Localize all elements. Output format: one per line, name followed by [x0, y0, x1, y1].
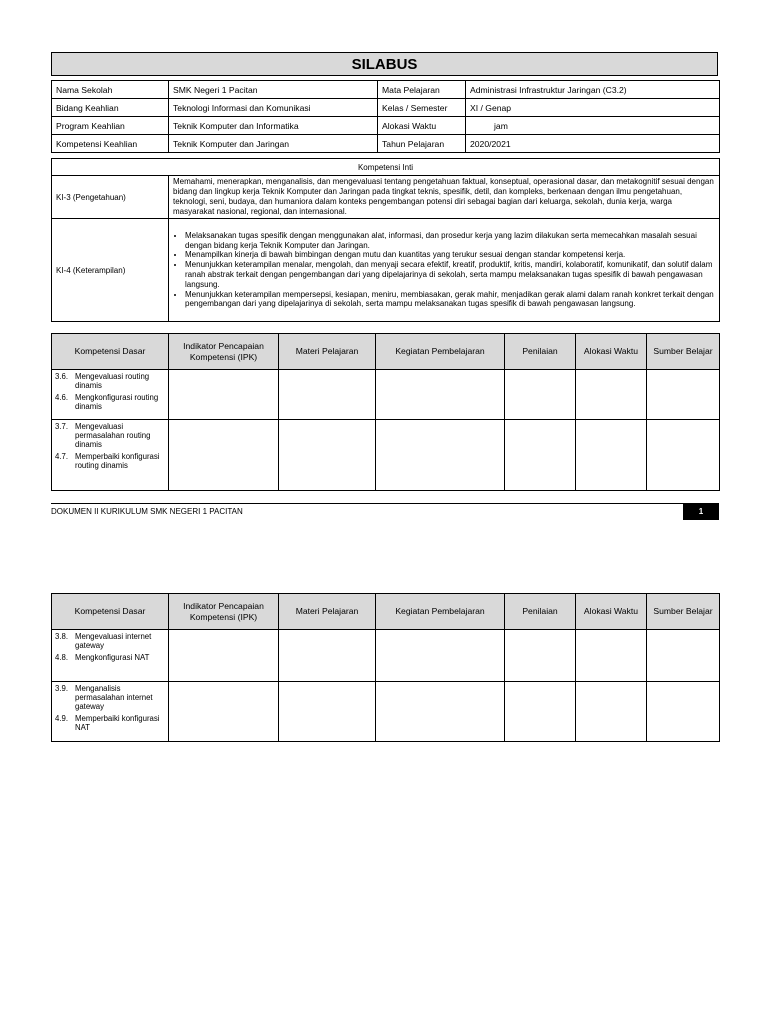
info-value: 2020/2021	[466, 135, 720, 153]
kd-text: Memperbaiki konfigurasi routing dinamis	[75, 452, 160, 470]
table-row	[52, 370, 720, 420]
table-header-row	[52, 334, 720, 370]
kd-item	[55, 653, 165, 662]
info-label: Mata Pelajaran	[378, 81, 466, 99]
kd-item	[55, 632, 165, 650]
col-header: Penilaian	[505, 334, 576, 370]
info-value: XI / Genap	[466, 99, 720, 117]
kd-number: 3.9.	[55, 684, 69, 693]
info-table	[51, 80, 720, 153]
kd-text: Menganalisis permasalahan internet gateway	[75, 684, 153, 711]
empty-cell	[279, 420, 376, 491]
kd-text: Mengkonfigurasi routing dinamis	[75, 393, 159, 411]
empty-cell	[169, 370, 279, 420]
ki3-text: Memahami, menerapkan, menganalisis, dan mengevaluasi tentang pengetahuan faktual, konseptual, operasional dasar, dan metakognitif sesuai dengan bidang dan lingkup kerja Teknik Komputer dan Jaringan pada tingkat teknis, spesifik, detil, dan kompleks, berkenaan dengan ilmu pengetahuan, teknologi, seni, budaya, dan humaniora dalam konteks pengembangan potensi diri sebagai bagian dari keluarga, sekolah, dunia kerja, warga masyarakat nasional, regional, dan internasional.	[169, 176, 720, 219]
kd-item	[55, 452, 165, 470]
info-value: jam	[466, 117, 720, 135]
info-row	[52, 99, 720, 117]
empty-cell	[169, 630, 279, 682]
ki4-item: • Melaksanakan tugas spesifik dengan menggunakan alat, informasi, dan prosedur kerja yang lazim dilakukan serta memecahkan masalah sesuai dengan bidang kerja Teknik Komputer dan Jaringan.	[185, 231, 715, 251]
col-header: Sumber Belajar	[647, 334, 720, 370]
kd-item	[55, 714, 165, 732]
kd-item	[55, 372, 165, 390]
empty-cell	[647, 682, 720, 742]
empty-cell	[376, 630, 505, 682]
info-value: Teknik Komputer dan Informatika	[169, 117, 378, 135]
kd-item	[55, 684, 165, 711]
kd-cell	[52, 630, 169, 682]
ki-header: Kompetensi Inti	[52, 159, 720, 176]
info-row	[52, 135, 720, 153]
empty-cell	[376, 682, 505, 742]
kd-text: Memperbaiki konfigurasi NAT	[75, 714, 160, 732]
empty-cell	[279, 630, 376, 682]
empty-cell	[376, 370, 505, 420]
col-header: Indikator Pencapaian Kompetensi (IPK)	[169, 334, 279, 370]
ki4-label: KI-4 (Keterampilan)	[52, 219, 169, 322]
kd-text: Mengevaluasi routing dinamis	[75, 372, 150, 390]
info-value: Teknologi Informasi dan Komunikasi	[169, 99, 378, 117]
empty-cell	[279, 370, 376, 420]
empty-cell	[169, 682, 279, 742]
kd-table-1	[51, 333, 720, 491]
kd-table-2	[51, 593, 720, 742]
kd-number: 3.7.	[55, 422, 69, 431]
info-value: Teknik Komputer dan Jaringan	[169, 135, 378, 153]
empty-cell	[576, 420, 647, 491]
kd-item	[55, 422, 165, 449]
kd-cell	[52, 682, 169, 742]
info-value: Administrasi Infrastruktur Jaringan (C3.2)	[466, 81, 720, 99]
ki4-content	[169, 219, 720, 322]
kd-cell	[52, 370, 169, 420]
col-header: Indikator Pencapaian Kompetensi (IPK)	[169, 594, 279, 630]
empty-cell	[576, 682, 647, 742]
kd-item	[55, 393, 165, 411]
page-footer	[51, 503, 719, 520]
kd-number: 4.8.	[55, 653, 69, 662]
footer-document-label: DOKUMEN II KURIKULUM SMK NEGERI 1 PACITAN	[51, 507, 243, 516]
info-label: Tahun Pelajaran	[378, 135, 466, 153]
col-header: Materi Pelajaran	[279, 334, 376, 370]
info-label: Nama Sekolah	[52, 81, 169, 99]
ki4-item: • Menunjukkan keterampilan menalar, mengolah, dan menyaji secara efektif, kreatif, produktif, kritis, mandiri, kolaboratif, komunikatif, dan solutif dalam ranah abstrak terkait dengan pengembangan dari yang dipelajarinya di sekolah, serta mampu melaksanakan tugas spesifik di bawah pengawasan langsung.	[185, 260, 715, 289]
kd-text: Mengevaluasi internet gateway	[75, 632, 152, 650]
empty-cell	[376, 420, 505, 491]
empty-cell	[576, 370, 647, 420]
col-header: Alokasi Waktu	[576, 594, 647, 630]
kompetensi-inti-table	[51, 158, 720, 322]
empty-cell	[505, 420, 576, 491]
ki3-label: KI-3 (Pengetahuan)	[52, 176, 169, 219]
col-header: Kegiatan Pembelajaran	[376, 334, 505, 370]
document-title: SILABUS	[51, 52, 718, 76]
info-label: Bidang Keahlian	[52, 99, 169, 117]
info-label: Kompetensi Keahlian	[52, 135, 169, 153]
ki4-item: • Menunjukkan keterampilan mempersepsi, kesiapan, meniru, membiasakan, gerak mahir, menjadikan gerak alami dalam ranah konkret terkait dengan pengembangan dari yang dipelajarinya di sekolah, serta mampu melaksanakan tugas spesifik di bawah pengawasan langsung.	[185, 290, 715, 310]
empty-cell	[279, 682, 376, 742]
table-header-row	[52, 594, 720, 630]
empty-cell	[647, 420, 720, 491]
kd-number: 4.6.	[55, 393, 69, 402]
ki4-item: • Menampilkan kinerja di bawah bimbingan dengan mutu dan kuantitas yang terukur sesuai dengan standar kompetensi kerja.	[185, 250, 715, 260]
empty-cell	[576, 630, 647, 682]
col-header: Kompetensi Dasar	[52, 334, 169, 370]
empty-cell	[505, 370, 576, 420]
info-value: SMK Negeri 1 Pacitan	[169, 81, 378, 99]
kd-number: 4.7.	[55, 452, 69, 461]
ki4-list	[173, 231, 715, 309]
col-header: Kegiatan Pembelajaran	[376, 594, 505, 630]
info-row	[52, 81, 720, 99]
empty-cell	[169, 420, 279, 491]
col-header: Penilaian	[505, 594, 576, 630]
empty-cell	[647, 630, 720, 682]
kd-text: Mengevaluasi permasalahan routing dinamis	[75, 422, 151, 449]
table-row	[52, 682, 720, 742]
page-number: 1	[683, 504, 719, 520]
info-label: Alokasi Waktu	[378, 117, 466, 135]
info-row	[52, 117, 720, 135]
empty-cell	[505, 682, 576, 742]
col-header: Kompetensi Dasar	[52, 594, 169, 630]
table-row	[52, 420, 720, 491]
col-header: Alokasi Waktu	[576, 334, 647, 370]
col-header: Sumber Belajar	[647, 594, 720, 630]
empty-cell	[505, 630, 576, 682]
kd-number: 4.9.	[55, 714, 69, 723]
kd-number: 3.8.	[55, 632, 69, 641]
kd-text: Mengkonfigurasi NAT	[75, 653, 150, 662]
empty-cell	[647, 370, 720, 420]
info-label: Kelas / Semester	[378, 99, 466, 117]
kd-number: 3.6.	[55, 372, 69, 381]
col-header: Materi Pelajaran	[279, 594, 376, 630]
table-row	[52, 630, 720, 682]
info-label: Program Keahlian	[52, 117, 169, 135]
kd-cell	[52, 420, 169, 491]
